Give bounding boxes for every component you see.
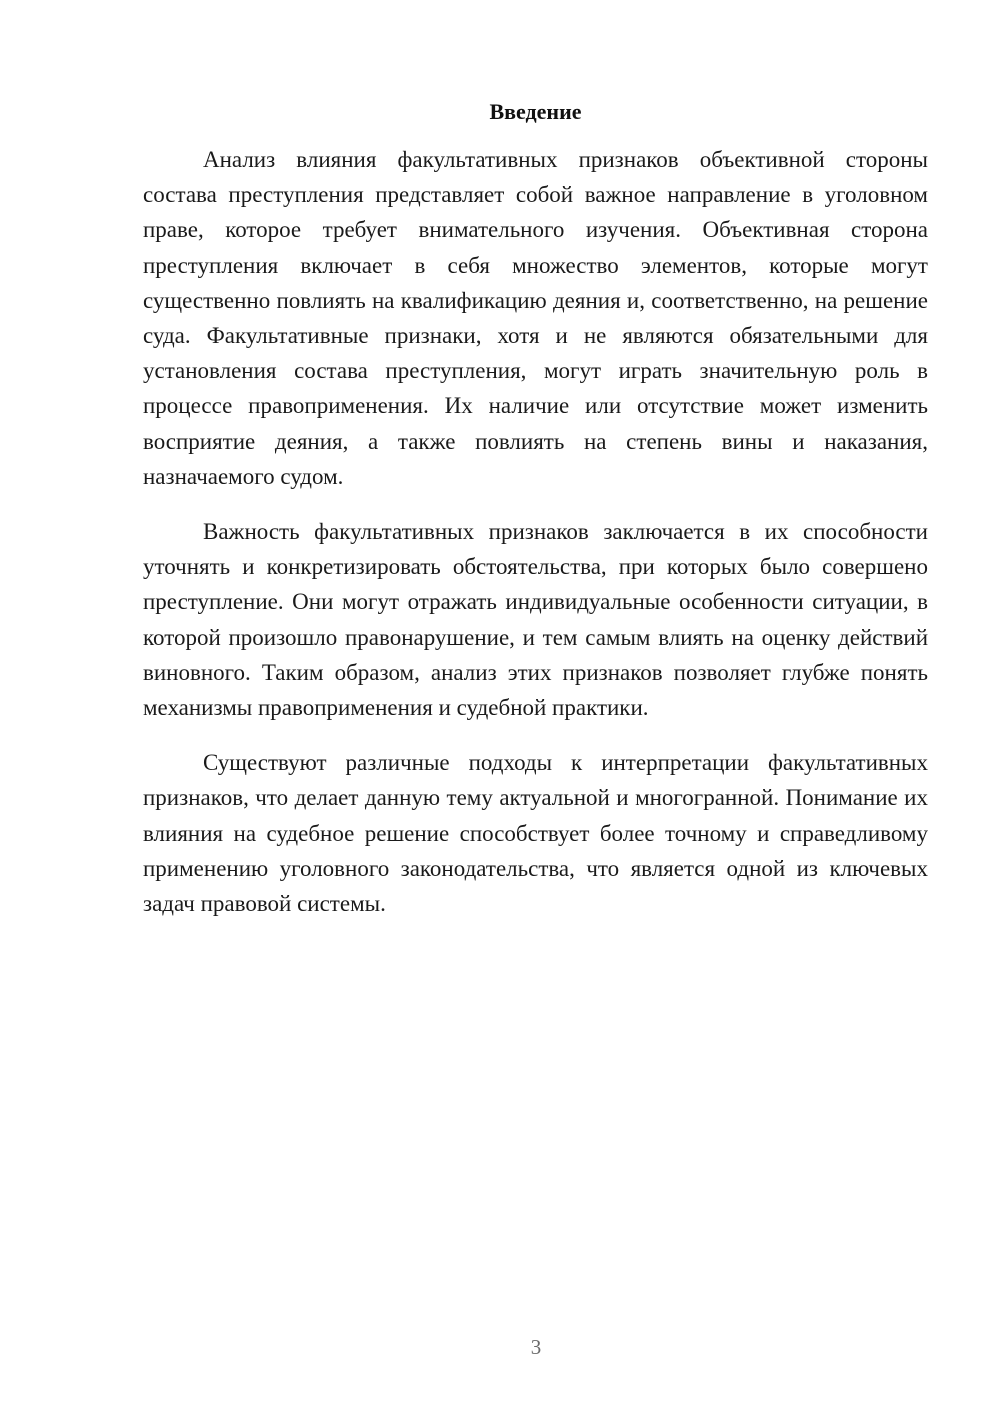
paragraph-1: Анализ влияния факультативных признаков объективной стороны состава преступления представляет собой важное направление в уголовном праве, которое требует внимательного изучения. Объективная сторона преступления включает в себя множество элементов, которые могут существенно повлиять на квалификацию деяния и, соответственно, на решение суда. Факультативные признаки, хотя и не являются обязательными для установления состава преступления, могут играть значительную роль в процессе правоприменения. Их наличие или отсутствие может изменить восприятие деяния, а также повлиять на степень вины и наказания, назначаемого судом. (143, 147, 928, 489)
page-number: 3 (530, 1335, 542, 1359)
paragraph-3: Существуют различные подходы к интерпретации факультативных признаков, что делает данную тему актуальной и многогранной. Понимание их влияния на судебное решение способствует более точному и справедливому применению уголовного законодательства, что является одной из ключевых задач правовой системы. (143, 750, 928, 917)
paragraph-2: Важность факультативных признаков заключается в их способности уточнять и конкретизировать обстоятельства, при которых было совершено преступление. Они могут отражать индивидуальные особенности ситуации, в которой произошло правонарушение, и тем самым влиять на оценку действий виновного. Таким образом, анализ этих признаков позволяет глубже понять механизмы правоприменения и судебной практики. (143, 519, 928, 721)
section-heading: Введение (489, 99, 582, 124)
document-body (143, 142, 928, 941)
